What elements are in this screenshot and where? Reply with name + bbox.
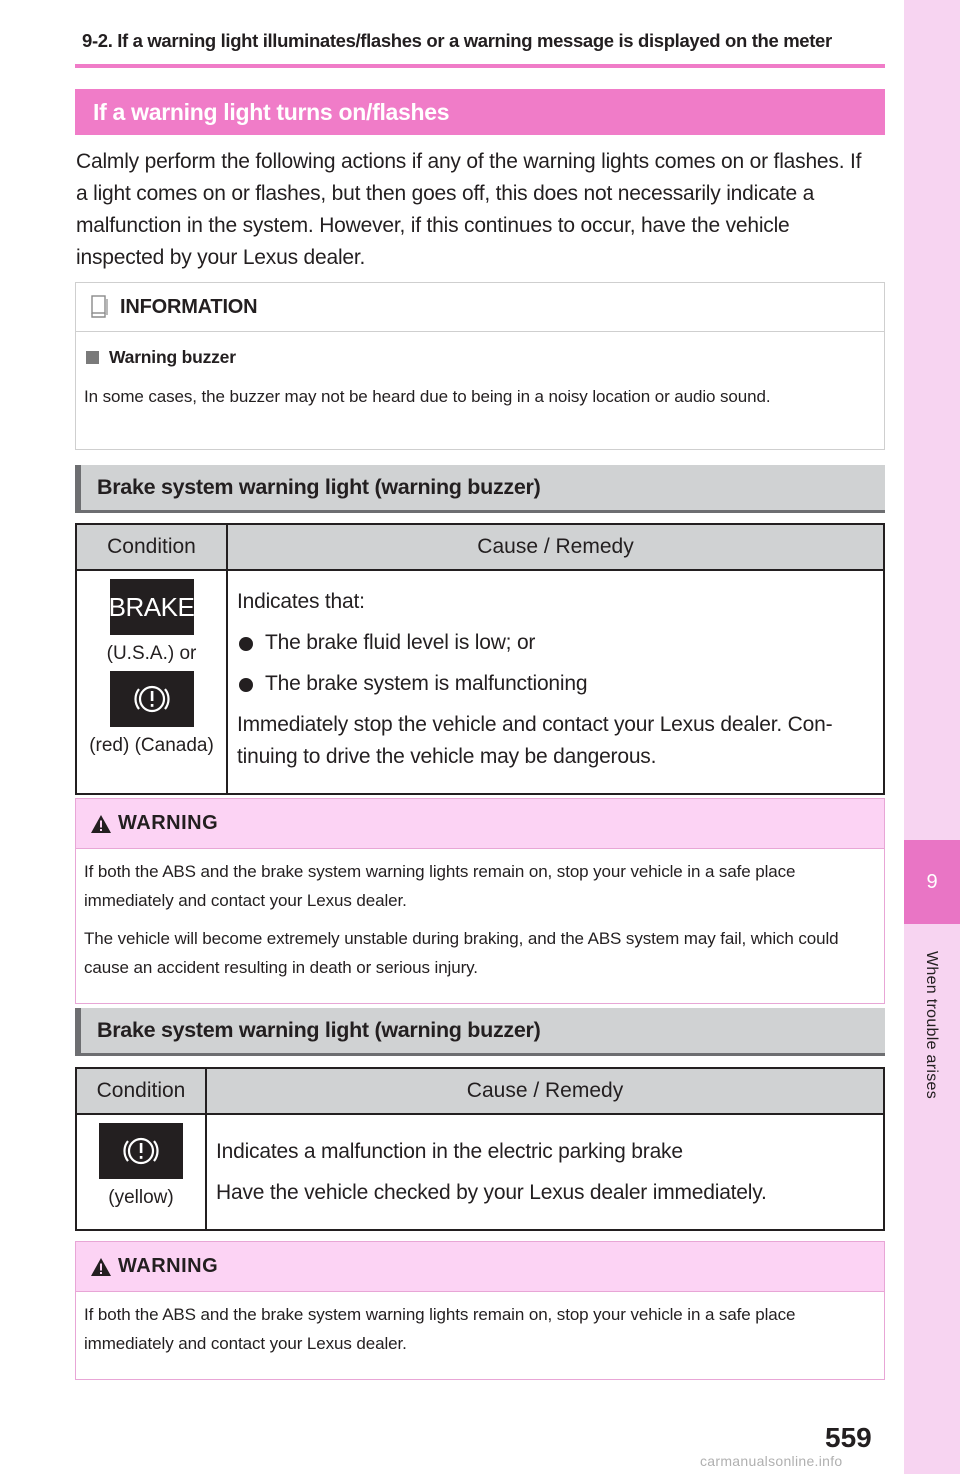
warning-triangle-icon: [90, 814, 112, 834]
warning-header: [76, 1242, 884, 1292]
information-subtitle: Warning buzzer: [109, 347, 236, 367]
info-book-icon: [90, 295, 110, 319]
warning-paragraph: If both the ABS and the brake system warning lights remain on, stop your vehicle in a safe place immediately and contact your Lexus dealer.: [84, 1305, 796, 1353]
column-header-remedy: Cause / Remedy: [206, 1068, 884, 1114]
side-tab-strip: [904, 0, 960, 1474]
brake-heading-1: Brake system warning light (warning buzzer): [75, 465, 885, 513]
condition-cell: [76, 1114, 206, 1230]
page-header-title: 9-2. If a warning light illuminates/flashes or a warning message is displayed on the meter: [82, 30, 832, 51]
warning-box-1: [75, 798, 885, 1004]
side-tab-number: 9: [904, 840, 960, 924]
section-title: If a warning light turns on/flashes: [75, 89, 885, 135]
remedy-line: Indicates a malfunction in the electric parking brake: [216, 1140, 683, 1163]
side-tab-label: When trouble arises: [923, 951, 940, 1099]
bullet-icon: [239, 678, 253, 692]
information-box: [75, 282, 885, 450]
brake-text-icon: [110, 579, 194, 635]
watermark: carmanualsonline.info: [700, 1453, 843, 1469]
information-body: In some cases, the buzzer may not be heard due to being in a noisy location or audio sound.: [84, 387, 771, 406]
table-header-row: [76, 1068, 884, 1114]
icon-caption-canada: (red) (Canada): [89, 735, 214, 756]
bullet-text: The brake system is malfunctioning: [265, 672, 588, 695]
brake-warning-icon: [110, 671, 194, 727]
warning-paragraph: If both the ABS and the brake system warning lights remain on, stop your vehicle in a safe place immediately and contact your Lexus dealer.: [84, 862, 796, 910]
header-rule: [75, 64, 885, 68]
information-header: [76, 283, 884, 332]
table-header-row: [76, 524, 884, 570]
warning-paragraph: The vehicle will become extremely unstable during braking, and the ABS system may fail, which could cause an accident resulting in death or serious injury.: [84, 929, 839, 977]
warning-header: [76, 799, 884, 849]
column-header-condition: Condition: [76, 1068, 206, 1114]
brake-table-1: [75, 523, 885, 795]
condition-cell: [76, 570, 227, 794]
warning-title: WARNING: [118, 812, 219, 834]
information-title: INFORMATION: [120, 295, 258, 318]
square-bullet-icon: [86, 351, 99, 364]
bullet-text: The brake fluid level is low; or: [265, 631, 536, 654]
remedy-line: Have the vehicle checked by your Lexus dealer immediately.: [216, 1181, 767, 1204]
remedy-cell: [227, 570, 884, 794]
intro-paragraph: Calmly perform the following actions if any of the warning lights comes on or flashes. If a light comes on or flashes, but then goes off, this does not necessarily indicate a malfunction in the system. However, if this continues to occur, have the vehicle inspected by your Lexus dealer.: [76, 150, 862, 269]
brake-circle-glyph: [119, 1129, 163, 1173]
column-header-remedy: Cause / Remedy: [227, 524, 884, 570]
warning-triangle-icon: [90, 1257, 112, 1277]
information-subheading: [86, 347, 884, 368]
warning-title: WARNING: [118, 1255, 219, 1277]
page-number: 559: [825, 1422, 872, 1453]
remedy-intro: Indicates that:: [237, 590, 365, 613]
list-item: [237, 627, 874, 659]
warning-body: [76, 849, 884, 1003]
table-row: [76, 570, 884, 794]
brake-table-2: [75, 1067, 885, 1231]
brake-warning-icon: [99, 1123, 183, 1179]
warning-box-2: [75, 1241, 885, 1380]
icon-caption-usa: (U.S.A.) or: [106, 643, 197, 664]
warning-body: [76, 1292, 884, 1379]
remedy-cell: [206, 1114, 884, 1230]
brake-heading-2: Brake system warning light (warning buzzer): [75, 1008, 885, 1056]
column-header-condition: Condition: [76, 524, 227, 570]
brake-circle-glyph: [130, 677, 174, 721]
table-row: [76, 1114, 884, 1230]
bullet-icon: [239, 637, 253, 651]
remedy-outro: Immediately stop the vehicle and contact your Lexus dealer. Con-tinuing to drive the vehicle may be dangerous.: [237, 713, 833, 768]
list-item: [237, 668, 874, 700]
icon-caption-yellow: (yellow): [108, 1187, 174, 1208]
brake-icon-label: BRAKE: [108, 591, 195, 622]
